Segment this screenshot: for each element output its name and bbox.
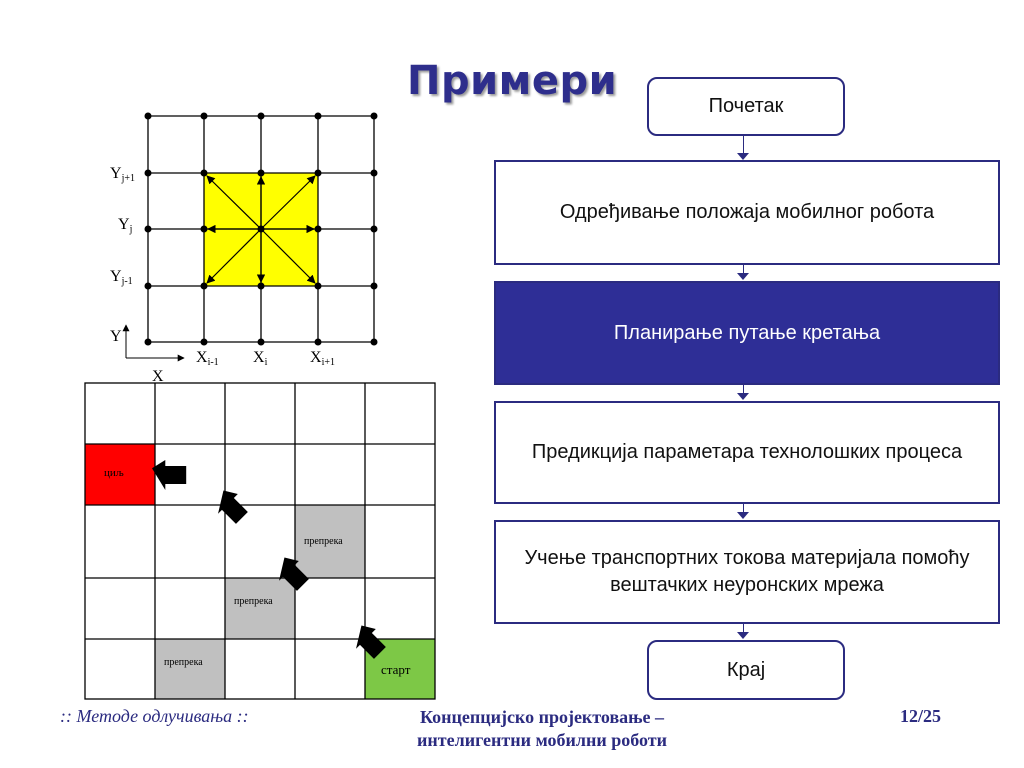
flow-step-path-planning bbox=[494, 281, 1000, 385]
axis-y-label: Y bbox=[110, 328, 122, 345]
x-i-plus-1-label: Xi+1 bbox=[310, 349, 335, 368]
flow-step-label: Планирање путање кретања bbox=[613, 321, 881, 344]
flow-connector bbox=[743, 136, 744, 154]
obstacle-label-1: препрека bbox=[304, 536, 343, 547]
flow-step-localization bbox=[494, 160, 1000, 265]
flow-step-learning bbox=[494, 520, 1000, 624]
flow-arrowhead-icon bbox=[737, 632, 749, 639]
flow-step-label: Одређивање положаја мобилног робота bbox=[559, 201, 935, 223]
footer-topic: Концепцијско пројектовање – интелигентни мобилни роботи bbox=[417, 707, 667, 750]
flow-arrowhead-icon bbox=[737, 153, 749, 160]
neighborhood-grid-diagram bbox=[100, 100, 400, 390]
flow-step-label: Учење транспортних токова материјала помоћу вештачких неуронских мрежа bbox=[524, 547, 970, 596]
footer-page-number: 12/25 bbox=[900, 706, 942, 726]
axis-x-label: X bbox=[152, 368, 164, 385]
arrow-up-left-icon bbox=[209, 485, 252, 528]
arrow-left-icon bbox=[152, 460, 186, 490]
flow-start-node bbox=[647, 77, 845, 136]
obstacle-cell-3 bbox=[155, 639, 225, 699]
obstacle-label-3: препрека bbox=[164, 657, 203, 668]
goal-label: циљ bbox=[104, 467, 124, 479]
obstacle-cell-2 bbox=[225, 578, 295, 639]
footer-course: :: Методе одлучивања :: bbox=[60, 706, 249, 726]
y-j-label: Yj bbox=[118, 216, 133, 235]
flow-arrowhead-icon bbox=[737, 393, 749, 400]
obstacle-label-2: препрека bbox=[234, 596, 273, 607]
x-i-label: Xi bbox=[253, 349, 268, 368]
flow-arrowhead-icon bbox=[737, 273, 749, 280]
flow-step-prediction bbox=[494, 401, 1000, 504]
start-label: старт bbox=[381, 662, 411, 677]
y-j-plus-1-label: Yj+1 bbox=[110, 165, 135, 184]
flow-arrowhead-icon bbox=[737, 512, 749, 519]
x-i-minus-1-label: Xi-1 bbox=[196, 349, 219, 368]
slide-title: Примери bbox=[407, 58, 618, 104]
flow-start-label: Почетак bbox=[708, 95, 784, 117]
neighbor-arrows bbox=[207, 176, 315, 283]
flow-end-label: Крај bbox=[726, 658, 766, 681]
flow-end-node bbox=[647, 640, 845, 700]
y-j-minus-1-label: Yj-1 bbox=[110, 268, 133, 287]
flow-step-label: Предикција параметара технолошких процеса bbox=[531, 441, 963, 463]
path-planning-grid bbox=[84, 382, 438, 702]
